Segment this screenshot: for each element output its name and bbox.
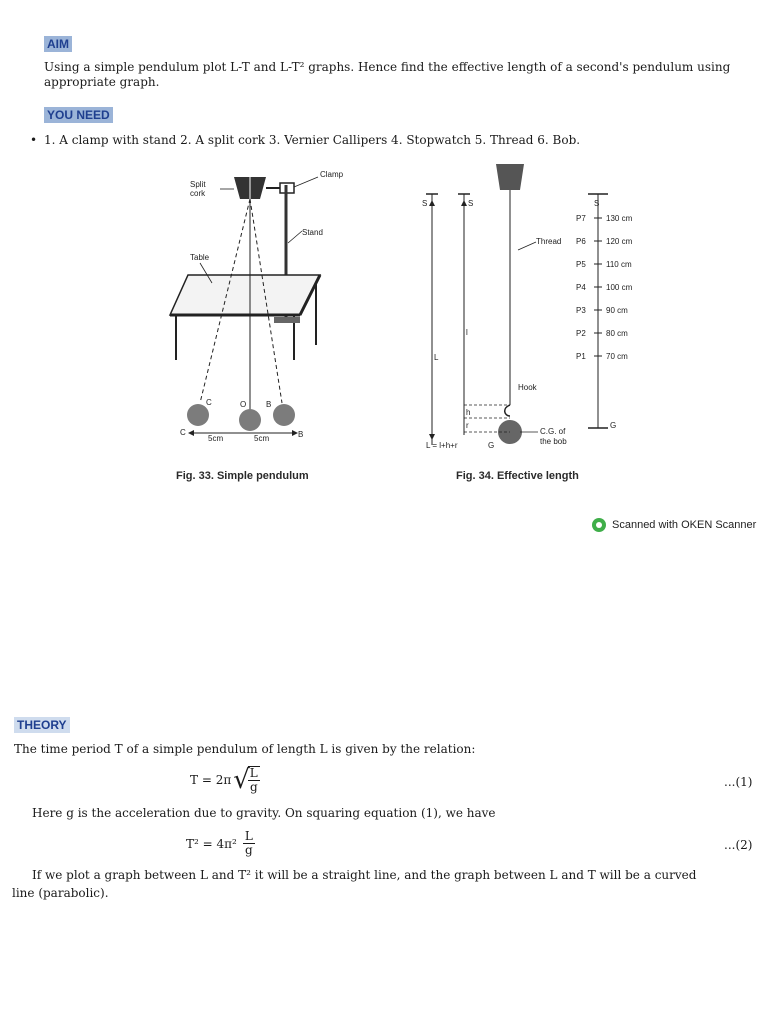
aim-text: Using a simple pendulum plot L-T and L-T² graphs. Hence find the effective length of a second's pendulum using appropriate graph.: [44, 60, 731, 89]
scale-point-label: P5: [576, 260, 586, 269]
label-stand: Stand: [302, 228, 323, 237]
scale-point-label: P2: [576, 329, 586, 338]
conclusion-line-1: If we plot a graph between L and T² it will be a straight line, and the graph between L and T will be a curved: [32, 868, 697, 882]
scale-value-label: 120 cm: [606, 237, 633, 246]
eq2-numerator: L: [244, 829, 253, 843]
label-b: B: [266, 400, 272, 409]
label-big-l: L: [434, 353, 439, 362]
label-split: Split: [190, 180, 206, 189]
scanner-logo-icon: [592, 518, 606, 532]
bob-right: [273, 404, 295, 426]
label-o: O: [240, 400, 247, 409]
fig34-effective-length-diagram: [420, 160, 660, 450]
you-need-heading: YOU NEED: [44, 107, 113, 123]
label-s-mid: S: [468, 199, 474, 208]
scale-value-label: 70 cm: [606, 352, 628, 361]
scanner-note: [592, 518, 756, 532]
label-g-right: G: [610, 421, 617, 430]
scale-value-label: 90 cm: [606, 306, 628, 315]
label-table: Table: [190, 253, 210, 262]
fig34-scale-marks: [576, 214, 633, 361]
label-c: C: [206, 398, 212, 407]
scale-value-label: 80 cm: [606, 329, 628, 338]
bob-left: [187, 404, 209, 426]
table-top: [170, 275, 320, 315]
eq1-lhs: T = 2π: [190, 773, 232, 787]
fig34-caption: Fig. 34. Effective length: [456, 470, 579, 482]
label-cork: cork: [190, 189, 206, 198]
sqrt-symbol: √: [233, 765, 250, 795]
label-5cm-left: 5cm: [208, 434, 224, 443]
label-thread: Thread: [536, 237, 562, 246]
fig34-cork: [496, 164, 524, 190]
label-formula: L = l+h+r: [426, 441, 458, 450]
you-need-bullet: •: [30, 133, 38, 147]
scale-point-label: P4: [576, 283, 586, 292]
theory-intro: The time period T of a simple pendulum of length L is given by the relation:: [14, 742, 476, 756]
label-s-right: S: [594, 199, 600, 208]
eq2-tag: ...(2): [724, 838, 753, 852]
scale-value-label: 110 cm: [606, 260, 632, 269]
conclusion-line-2: line (parabolic).: [12, 886, 109, 900]
scale-value-label: 130 cm: [606, 214, 633, 223]
theory-heading: THEORY: [14, 717, 70, 733]
label-cg-1: C.G. of: [540, 427, 566, 436]
eq1-numerator: L: [249, 766, 258, 780]
you-need-items: 1. A clamp with stand 2. A split cork 3. Vernier Callipers 4. Stopwatch 5. Thread 6. Bob.: [44, 133, 581, 147]
scale-point-label: P6: [576, 237, 586, 246]
eq1-tag: ...(1): [724, 775, 753, 789]
scale-point-label: P1: [576, 352, 586, 361]
label-g-center: G: [488, 441, 495, 450]
scanner-text: Scanned with OKEN Scanner: [612, 519, 757, 531]
eq1-denominator: g: [249, 780, 258, 794]
aim-heading: AIM: [44, 36, 72, 52]
fig33-simple-pendulum-diagram: [170, 165, 400, 455]
fig33-caption: Fig. 33. Simple pendulum: [176, 470, 309, 482]
label-h: h: [466, 408, 471, 417]
scale-point-label: P3: [576, 306, 586, 315]
scale-value-label: 100 cm: [606, 283, 633, 292]
label-b-bottom: B: [298, 430, 304, 439]
equation-2: [186, 830, 255, 857]
equation-1: [190, 765, 260, 795]
label-small-l: l: [466, 328, 468, 337]
label-s-left: S: [422, 199, 428, 208]
label-r: r: [466, 421, 469, 430]
scale-point-label: P7: [576, 214, 586, 223]
bob-center: [239, 409, 261, 431]
label-c-bottom: C: [180, 428, 186, 437]
label-hook: Hook: [518, 383, 537, 392]
eq2-lhs: T² = 4π²: [186, 836, 237, 851]
label-cg-2: the bob: [540, 437, 567, 446]
label-clamp: Clamp: [320, 170, 344, 179]
eq2-denominator: g: [244, 843, 253, 857]
after-eq1-text: Here g is the acceleration due to gravity. On squaring equation (1), we have: [32, 806, 496, 820]
label-5cm-right: 5cm: [254, 434, 270, 443]
